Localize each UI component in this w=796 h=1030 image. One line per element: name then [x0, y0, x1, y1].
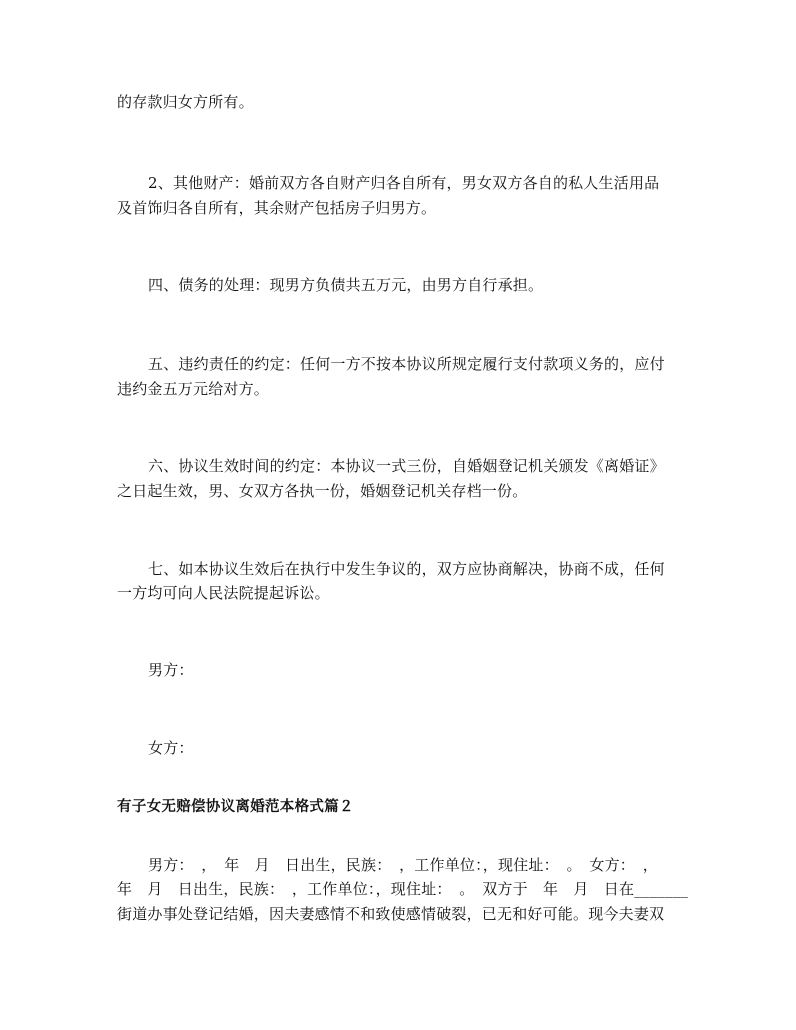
paragraph-breach-line2: 违约金五万元给对方。 [117, 380, 270, 398]
paragraph-dispute-line2: 一方均可向人民法院提起诉讼。 [117, 584, 330, 602]
paragraph-breach-line1: 五、违约责任的约定：任何一方不按本协议所规定履行支付款项义务的，应付 [148, 355, 665, 373]
paragraph-effective-line2: 之日起生效，男、女双方各执一份，婚姻登记机关存档一份。 [117, 482, 528, 500]
section-heading: 有子女无赔偿协议离婚范本格式篇２ [117, 799, 354, 815]
signature-male-label: 男方： [148, 661, 194, 679]
paragraph-parties-line2: 年 月 日出生，民族： ，工作单位：，现住址： 。 双方于 年 月 日在_______ [117, 880, 689, 898]
paragraph-parties-line3: 街道办事处登记结婚，因夫妻感情不和致使感情破裂，已无和好可能。现今夫妻双 [117, 905, 665, 923]
signature-female-label: 女方： [148, 739, 194, 757]
paragraph-debt: 四、债务的处理：现男方负债共五万元，由男方自行承担。 [148, 276, 544, 294]
paragraph-other-property-line2: 及首饰归各自所有，其余财产包括房子归男方。 [117, 199, 437, 217]
paragraph-dispute-line1: 七、如本协议生效后在执行中发生争议的，双方应协商解决，协商不成，任何 [148, 560, 665, 578]
paragraph-parties-line1: 男方： ， 年 月 日出生，民族： ，工作单位：，现住址： 。 女方： ， [148, 856, 658, 874]
paragraph-other-property-line1: 2、其他财产：婚前双方各自财产归各自所有，男女双方各自的私人生活用品 [148, 174, 660, 192]
paragraph-effective-line1: 六、协议生效时间的约定：本协议一式三份，自婚姻登记机关颁发《离婚证》 [148, 457, 665, 475]
paragraph-savings-tail: 的存款归女方所有。 [117, 93, 254, 111]
